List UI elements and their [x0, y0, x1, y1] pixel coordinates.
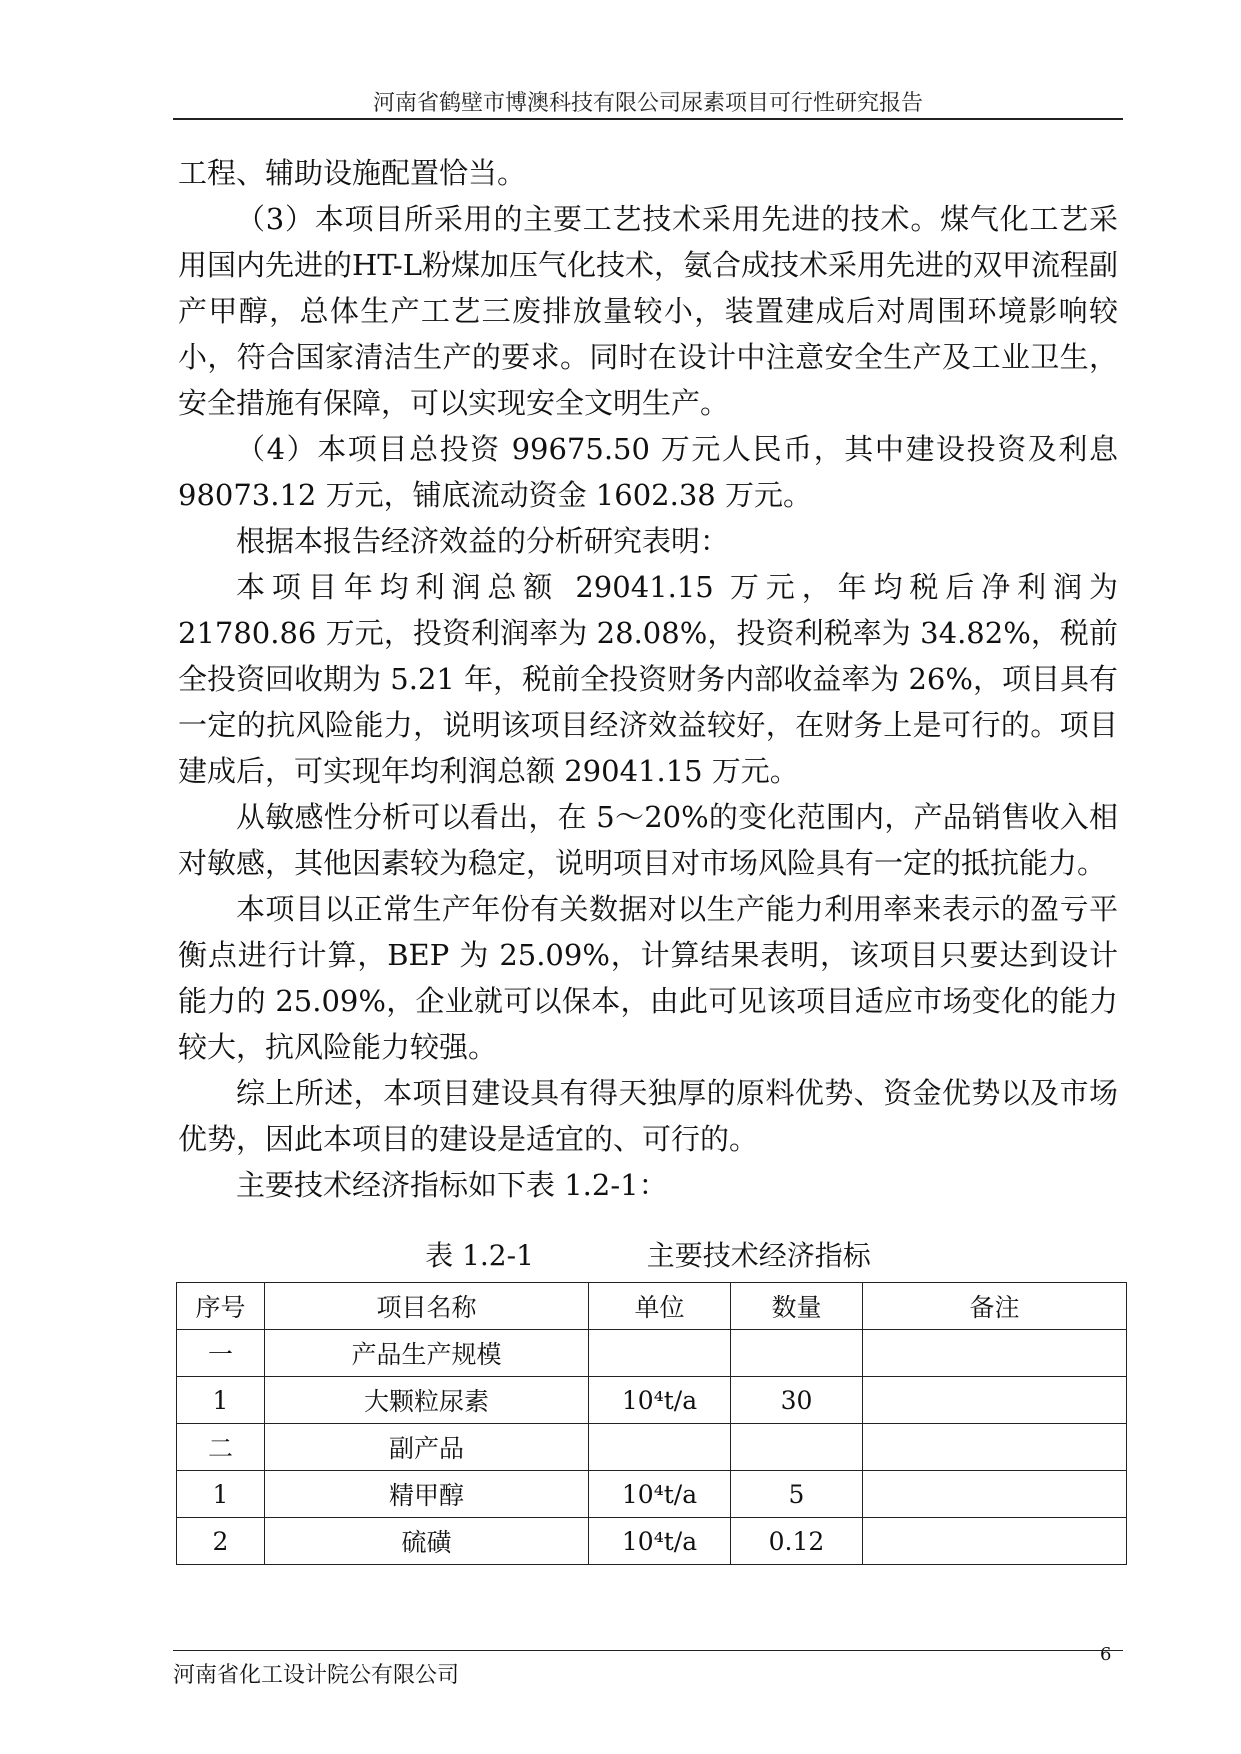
paragraph: 根据本报告经济效益的分析研究表明：	[236, 524, 730, 558]
table-row	[177, 1471, 1127, 1518]
table-caption-title: 主要技术经济指标	[646, 1239, 871, 1272]
table-caption-number: 表 1.2-1	[425, 1239, 534, 1272]
page-header-title: 河南省鹤壁市博澳科技有限公司尿素项目可行性研究报告	[372, 91, 923, 116]
header-divider	[173, 118, 1123, 120]
paragraph: （4）本项目总投资 99675.50 万元人民币，其中建设投资及利息 98073.12 万元，铺底流动资金 1602.38 万元。	[178, 432, 1118, 512]
table-header-row	[177, 1283, 1127, 1330]
table-cell: 副产品	[265, 1424, 589, 1471]
table-cell	[863, 1377, 1127, 1424]
table-header-cell: 数量	[731, 1283, 863, 1330]
paragraph: 工程、辅助设施配置恰当。	[178, 156, 527, 190]
table-cell	[863, 1424, 1127, 1471]
table-cell: 0.12	[731, 1518, 863, 1565]
table-caption	[178, 1234, 1118, 1274]
table-header-cell: 单位	[589, 1283, 731, 1330]
table-cell: 5	[731, 1471, 863, 1518]
table-cell: 10⁴t/a	[589, 1471, 731, 1518]
table-row	[177, 1424, 1127, 1471]
paragraph: 本项目年均利润总额 29041.15 万元，年均税后净利润为 21780.86 万元，投资利润率为 28.08%，投资利税率为 34.82%，税前全投资回收期为 5.21 年，税前全投资财务内部收益率为 26%，项目具有一定的抗风险能力，说明该项目经济效益较好，在财务上是可行的。项目建成后，可实现年均利润总额 29041.15 万元。	[178, 570, 1118, 788]
table-row	[177, 1518, 1127, 1565]
table-cell: 一	[177, 1330, 265, 1377]
table-cell: 30	[731, 1377, 863, 1424]
paragraph: 主要技术经济指标如下表 1.2-1：	[236, 1168, 668, 1202]
table-cell	[589, 1330, 731, 1377]
footer-divider	[173, 1650, 1123, 1651]
indicators-table	[176, 1282, 1127, 1565]
table-cell	[731, 1424, 863, 1471]
table-header-cell: 备注	[863, 1283, 1127, 1330]
table-cell	[863, 1471, 1127, 1518]
table-cell: 二	[177, 1424, 265, 1471]
page-number: 6	[1100, 1644, 1112, 1665]
table-cell: 10⁴t/a	[589, 1518, 731, 1565]
table-cell: 1	[177, 1377, 265, 1424]
table-cell: 10⁴t/a	[589, 1377, 731, 1424]
table-cell	[863, 1330, 1127, 1377]
table-cell: 1	[177, 1471, 265, 1518]
paragraph: （3）本项目所采用的主要工艺技术采用先进的技术。煤气化工艺采用国内先进的HT-L粉煤加压气化技术，氨合成技术采用先进的双甲流程副产甲醇，总体生产工艺三废排放量较小，装置建成后对周围环境影响较小，符合国家清洁生产的要求。同时在设计中注意安全生产及工业卫生，安全措施有保障，可以实现安全文明生产。	[178, 202, 1118, 420]
table-cell	[589, 1424, 731, 1471]
table-row	[177, 1330, 1127, 1377]
table-cell: 大颗粒尿素	[265, 1377, 589, 1424]
table-cell	[731, 1330, 863, 1377]
body-text	[178, 150, 1118, 1208]
paragraph: 从敏感性分析可以看出，在 5～20%的变化范围内，产品销售收入相对敏感，其他因素较为稳定，说明项目对市场风险具有一定的抵抗能力。	[178, 800, 1118, 880]
table-cell: 精甲醇	[265, 1471, 589, 1518]
paragraph: 本项目以正常生产年份有关数据对以生产能力利用率来表示的盈亏平衡点进行计算，BEP 为 25.09%，计算结果表明，该项目只要达到设计能力的 25.09%，企业就可以保本，由此可见该项目适应市场变化的能力较大，抗风险能力较强。	[178, 892, 1118, 1064]
footer-company: 河南省化工设计院公有限公司	[173, 1663, 460, 1688]
table-header-cell: 序号	[177, 1283, 265, 1330]
table-cell	[863, 1518, 1127, 1565]
table-row	[177, 1377, 1127, 1424]
table-cell: 产品生产规模	[265, 1330, 589, 1377]
table-cell: 硫磺	[265, 1518, 589, 1565]
paragraph: 综上所述，本项目建设具有得天独厚的原料优势、资金优势以及市场优势，因此本项目的建设是适宜的、可行的。	[178, 1076, 1118, 1156]
table-header-cell: 项目名称	[265, 1283, 589, 1330]
table-cell: 2	[177, 1518, 265, 1565]
